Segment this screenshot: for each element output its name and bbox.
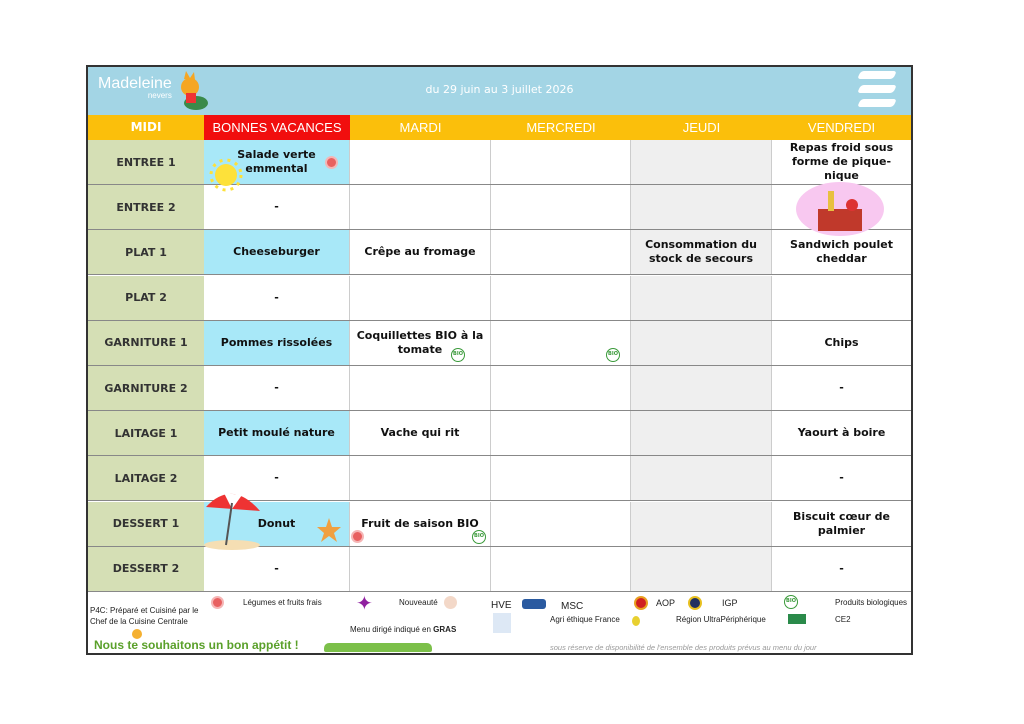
- menu-row: [88, 547, 911, 592]
- cell-lundi: -: [204, 547, 350, 591]
- aop-icon: [634, 596, 648, 610]
- cell-lundi: -: [204, 366, 350, 410]
- cell-mercredi: [491, 502, 631, 546]
- p4c-note: P4C: Préparé et Cuisiné par le Chef de la Cuisine Centrale: [90, 606, 199, 626]
- cell-mercredi: [491, 185, 631, 229]
- logo-sub: nevers: [147, 91, 172, 100]
- new-star-icon: ✦: [356, 591, 373, 615]
- agri-ethique-icon: [632, 616, 640, 626]
- row-label: PLAT 2: [88, 276, 204, 320]
- cell-mercredi: [491, 276, 631, 320]
- date-range: du 29 juin au 3 juillet 2026: [425, 83, 574, 96]
- legend-menu-dirige: [350, 625, 456, 634]
- hve-icon: [493, 613, 511, 633]
- cell-mercredi: [491, 411, 631, 455]
- cell-lundi: Petit moulé nature: [204, 411, 350, 455]
- cell-mardi: Vache qui rit: [350, 411, 491, 455]
- menu-row: [88, 321, 911, 366]
- cell-lundi: -: [204, 276, 350, 320]
- cell-vendredi: [772, 276, 911, 320]
- cell-lundi: -: [204, 185, 350, 229]
- cell-jeudi: [631, 456, 772, 500]
- cell-vendredi: Biscuit cœur de palmier: [793, 509, 890, 537]
- cell-mercredi: [491, 140, 631, 184]
- logo-text: Madeleine: [98, 75, 172, 92]
- cell-mardi: [350, 140, 491, 184]
- legend-bio: Produits biologiques: [835, 598, 908, 607]
- cell-vendredi: Sandwich poulet cheddar: [790, 238, 893, 266]
- igp-icon: [688, 596, 702, 610]
- legend-igp: IGP: [722, 598, 738, 608]
- cell-jeudi: [631, 547, 772, 591]
- row-label: GARNITURE 1: [88, 321, 204, 365]
- header-banner: [88, 67, 911, 115]
- day-lundi: BONNES VACANCES: [204, 115, 350, 140]
- nouveaute-icon: [444, 596, 457, 609]
- day-mercredi: MERCREDI: [526, 120, 596, 135]
- row-label: ENTREE 2: [88, 185, 204, 229]
- menu-row: [88, 230, 911, 275]
- gras-text: GRAS: [433, 625, 457, 634]
- legend-aop: AOP: [656, 598, 676, 608]
- legend-ce2: CE2: [835, 615, 851, 624]
- cell-mardi: Coquillettes BIO à la tomate: [350, 321, 491, 365]
- bio-icon: BIO: [784, 595, 798, 609]
- cell-lundi: Cheeseburger: [204, 230, 350, 274]
- cell-jeudi: [631, 321, 772, 365]
- cell-mardi: [350, 456, 491, 500]
- legend-nouveaute: Nouveauté: [399, 598, 438, 607]
- cell-jeudi: [631, 185, 772, 229]
- cell-jeudi: Consommation du stock de secours: [631, 230, 772, 274]
- fresh-produce-icon: [211, 596, 224, 609]
- cell-vendredi: Repas froid sous forme de pique-nique: [789, 141, 894, 182]
- cell-mercredi: [491, 547, 631, 591]
- legend-legumes: Légumes et fruits frais: [243, 598, 322, 607]
- legend-agri: Agri éthique France: [550, 615, 620, 624]
- cell-vendredi: Chips: [824, 335, 859, 349]
- row-label: LAITAGE 2: [88, 456, 204, 500]
- bio-icon: BIO: [472, 530, 486, 544]
- cell-mardi: Fruit de saison BIO: [350, 502, 491, 546]
- menu-row: [88, 411, 911, 456]
- legend-rup: Région UltraPériphérique: [676, 615, 766, 624]
- brand-stripes-icon: [859, 71, 895, 113]
- beach-umbrella-icon: [204, 487, 264, 551]
- cell-lundi: Salade verte emmental: [204, 140, 350, 184]
- cell-vendredi: Yaourt à boire: [797, 426, 886, 440]
- grass-icon: [324, 643, 432, 652]
- cell-vendredi: -: [839, 561, 844, 575]
- fresh-produce-icon: [325, 156, 338, 169]
- cell-lundi: Donut: [204, 502, 350, 546]
- cell-mercredi: [491, 230, 631, 274]
- cell-vendredi: -: [839, 381, 844, 394]
- menu-dirige-text: Menu dirigé indiqué en: [350, 625, 434, 634]
- reserve-note: sous réserve de disponibilité de l'ensemble des produits prévus au menu du jour: [550, 643, 817, 652]
- cell-mardi: [350, 366, 491, 410]
- cell-mardi: [350, 547, 491, 591]
- days-header: [88, 115, 911, 140]
- cell-lundi: -: [204, 456, 350, 500]
- day-mardi: MARDI: [399, 120, 442, 135]
- cell-mercredi: [491, 456, 631, 500]
- cell-jeudi: [631, 411, 772, 455]
- cell-jeudi: [631, 140, 772, 184]
- cell-mardi: [350, 185, 491, 229]
- row-label: DESSERT 1: [88, 502, 204, 546]
- midi-header: MIDI: [130, 120, 162, 134]
- sun-icon: [208, 157, 244, 193]
- row-label: PLAT 1: [88, 230, 204, 274]
- row-label: ENTREE 1: [88, 140, 204, 184]
- bio-icon: BIO: [451, 348, 465, 362]
- row-label: DESSERT 2: [88, 547, 204, 591]
- cell-mardi: [350, 276, 491, 320]
- legend-hve: HVE: [491, 600, 512, 611]
- menu-sheet: [86, 65, 913, 655]
- cell-vendredi: -: [839, 471, 844, 485]
- menu-row: [88, 276, 911, 321]
- fresh-produce-icon: [351, 530, 364, 543]
- ce2-icon: [788, 614, 806, 624]
- legend-msc: MSC: [561, 601, 584, 612]
- msc-icon: [522, 599, 546, 609]
- menu-row: [88, 366, 911, 411]
- cell-mercredi: [491, 366, 631, 410]
- row-label: LAITAGE 1: [88, 411, 204, 455]
- bio-icon: BIO: [606, 348, 620, 362]
- starfish-icon: [316, 517, 342, 543]
- cell-lundi: Pommes rissolées: [204, 321, 350, 365]
- cell-jeudi: [631, 366, 772, 410]
- day-vendredi: VENDREDI: [807, 120, 876, 135]
- cell-jeudi: [631, 502, 772, 546]
- bon-appetit: Nous te souhaitons un bon appétit !: [94, 638, 299, 652]
- picnic-basket-icon: [794, 179, 886, 239]
- row-label: GARNITURE 2: [88, 366, 204, 410]
- cell-jeudi: [631, 276, 772, 320]
- day-jeudi: JEUDI: [682, 120, 721, 135]
- cell-mardi: Crêpe au fromage: [350, 230, 491, 274]
